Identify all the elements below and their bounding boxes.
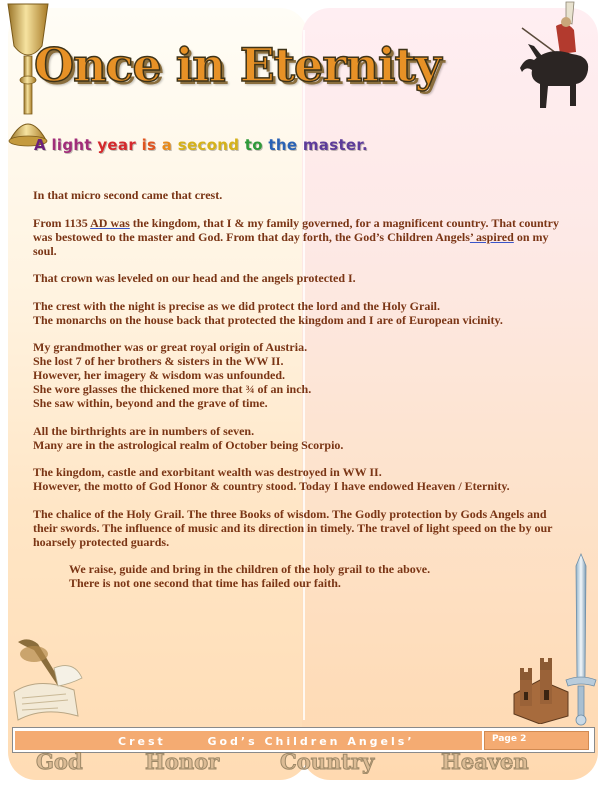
text-line: We raise, guide and bring in the children of the holy grail to the above.	[69, 562, 431, 576]
text-line: However, her imagery & wisdom was unfounded.	[33, 368, 286, 382]
text-line: She saw within, beyond and the grave of time.	[33, 396, 268, 410]
motto-word-heaven: Heaven	[441, 749, 529, 774]
underlined-text: AD was	[90, 215, 130, 230]
text-line: The monarchs on the house back that protected the kingdom and I are of European vicinity.	[33, 312, 503, 327]
page-number: Page 2	[492, 734, 527, 744]
castle-icon	[510, 650, 572, 724]
paragraph: In that micro second came that crest.	[33, 188, 223, 202]
tagline-word: is	[141, 136, 157, 154]
paragraph	[33, 299, 573, 327]
tagline-word: second	[177, 136, 240, 154]
paragraph	[33, 216, 573, 258]
tagline	[34, 136, 368, 154]
tagline-word: light	[51, 136, 92, 154]
paragraph	[33, 424, 573, 452]
footer-crest-label: Crest	[118, 735, 166, 748]
paragraph: That crown was leveled on our head and the angels protected I.	[33, 271, 356, 285]
text-line: She wore glasses the thickened more that ¾ of an inch.	[33, 382, 312, 396]
motto-word-god: God	[36, 749, 83, 774]
tagline-word: a	[161, 136, 173, 154]
text-line: There is not one second that time has failed our faith.	[69, 576, 341, 590]
underlined-text: ’ aspired	[469, 229, 514, 244]
sword-icon	[564, 552, 598, 728]
paragraph	[33, 465, 573, 493]
tagline-word: year	[97, 136, 137, 154]
paragraph: The chalice of the Holy Grail. The three Books of wisdom. The Godly protection by Gods Angels and their swords. The influence of music and its direction in timely. The travel of light speed on the by our hoarsely protected guards.	[33, 506, 553, 549]
motto-word-country: Country	[280, 749, 375, 774]
quill-and-scroll-icon	[8, 632, 88, 724]
tagline-word: the	[268, 136, 298, 154]
body-text	[33, 188, 573, 604]
paragraph	[33, 562, 573, 590]
knight-on-horse-icon	[516, 0, 598, 112]
text-line: The kingdom, castle and exorbitant wealth was destroyed in WW II.	[33, 465, 382, 479]
text-line: All the birthrights are in numbers of seven.	[33, 423, 255, 438]
footer-angels-label: God’s Children Angels’	[207, 735, 415, 748]
tagline-word: to	[244, 136, 263, 154]
tagline-word: master.	[302, 136, 368, 154]
text-run: From 1135	[33, 215, 91, 230]
text-line: However, the motto of God Honor & country stood. Today I have endowed Heaven / Eternity.	[33, 479, 510, 493]
tagline-word: A	[34, 136, 46, 154]
motto-word-honor: Honor	[145, 749, 220, 774]
text-run: the kingdom, that I & my family governed, for a magnificent country. That country was bestowed to the master and God. From that day forth, the God’s Children Angels	[33, 215, 560, 244]
page-title: Once in Eternity	[34, 38, 441, 92]
text-line: She lost 7 of her brothers & sisters in the WW II.	[33, 354, 284, 368]
text-run: on my soul.	[33, 229, 549, 258]
text-line: My grandmother was or great royal origin of Austria.	[33, 340, 308, 354]
footer-text	[118, 735, 415, 748]
text-line: The crest with the night is precise as we did protect the lord and the Holy Grail.	[33, 298, 440, 313]
paragraph	[33, 340, 573, 410]
text-line: Many are in the astrological realm of October being Scorpio.	[33, 437, 344, 452]
